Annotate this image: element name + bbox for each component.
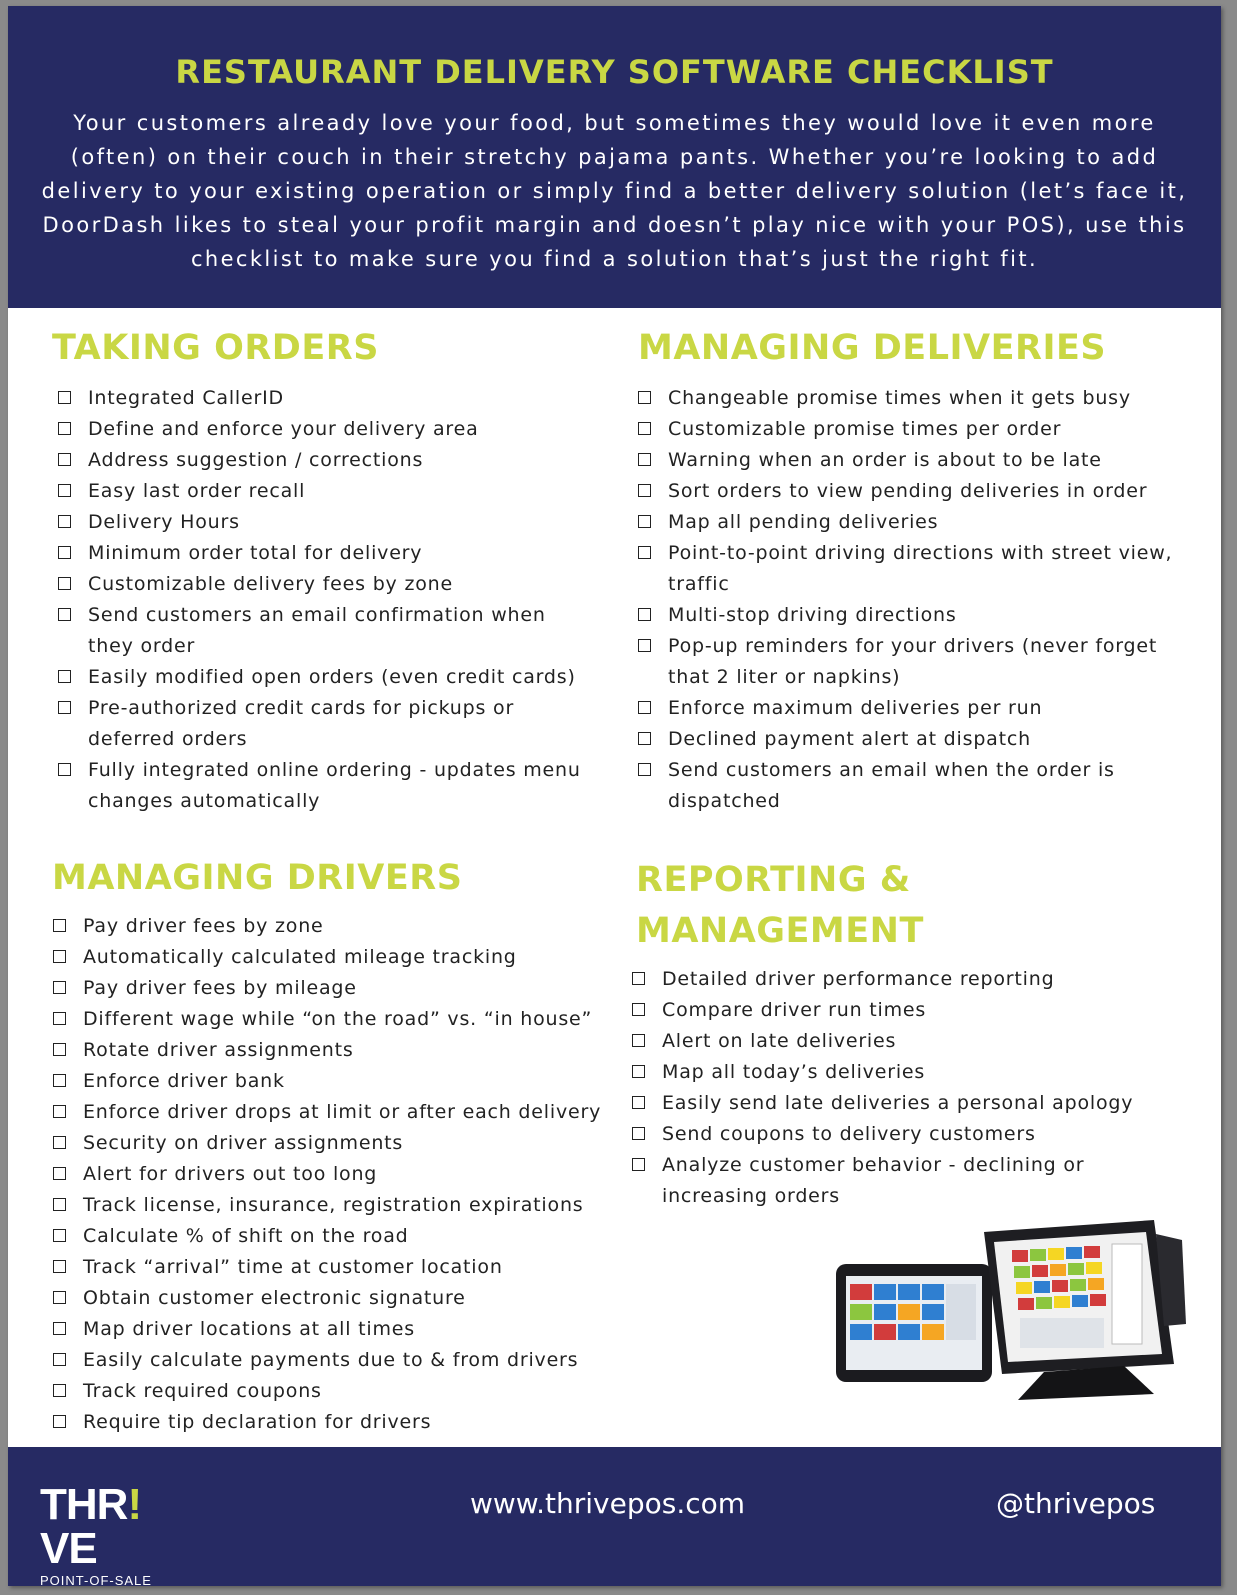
checkbox-icon[interactable] bbox=[58, 670, 71, 683]
checklist-item bbox=[53, 1252, 613, 1283]
checklist-item bbox=[58, 569, 598, 600]
checklist-item bbox=[638, 507, 1178, 538]
checklist-item-label: Point-to-point driving directions with street view, traffic bbox=[668, 542, 1173, 595]
section-title-taking-orders: TAKING ORDERS bbox=[52, 328, 379, 368]
checklist-item bbox=[58, 507, 598, 538]
checklist-item bbox=[632, 1026, 1152, 1057]
logo-wordmark: THR!VE bbox=[40, 1480, 142, 1573]
checklist-item-label: Alert on late deliveries bbox=[662, 1030, 897, 1052]
checklist-item bbox=[632, 964, 1152, 995]
checklist-item-label: Delivery Hours bbox=[88, 511, 240, 533]
checkbox-icon[interactable] bbox=[53, 1105, 66, 1118]
checklist-item-label: Calculate % of shift on the road bbox=[83, 1225, 409, 1247]
checklist-item-label: Different wage while “on the road” vs. “in house” bbox=[83, 1008, 593, 1030]
checklist-item-label: Easily modified open orders (even credit cards) bbox=[88, 666, 576, 688]
checkbox-icon[interactable] bbox=[632, 1034, 645, 1047]
checklist-item-label: Declined payment alert at dispatch bbox=[668, 728, 1031, 750]
checkbox-icon[interactable] bbox=[58, 515, 71, 528]
checklist-item-label: Compare driver run times bbox=[662, 999, 927, 1021]
checkbox-icon[interactable] bbox=[53, 981, 66, 994]
checklist-item bbox=[58, 445, 598, 476]
checkbox-icon[interactable] bbox=[53, 1229, 66, 1242]
checklist-item bbox=[638, 724, 1178, 755]
checklist-item-label: Track “arrival” time at customer location bbox=[83, 1256, 503, 1278]
checklist-item bbox=[632, 1150, 1152, 1212]
checkbox-icon[interactable] bbox=[53, 950, 66, 963]
checkbox-icon[interactable] bbox=[632, 1065, 645, 1078]
checklist-item-label: Obtain customer electronic signature bbox=[83, 1287, 466, 1309]
thrive-logo bbox=[40, 1480, 160, 1586]
checklist-item-label: Address suggestion / corrections bbox=[88, 449, 424, 471]
checklist-item-label: Track required coupons bbox=[83, 1380, 322, 1402]
checkbox-icon[interactable] bbox=[58, 546, 71, 559]
checklist-item bbox=[53, 1159, 613, 1190]
checklist-item bbox=[53, 1128, 613, 1159]
checkbox-icon[interactable] bbox=[53, 1322, 66, 1335]
checklist-item bbox=[638, 476, 1178, 507]
section-title-reporting-line2: MANAGEMENT bbox=[636, 911, 924, 951]
checkbox-icon[interactable] bbox=[638, 546, 651, 559]
checklist-item-label: Alert for drivers out too long bbox=[83, 1163, 378, 1185]
checklist-item bbox=[53, 973, 613, 1004]
checkbox-icon[interactable] bbox=[638, 639, 651, 652]
checkbox-icon[interactable] bbox=[53, 1198, 66, 1211]
checkbox-icon[interactable] bbox=[638, 608, 651, 621]
checkbox-icon[interactable] bbox=[53, 919, 66, 932]
checklist-item-label: Pay driver fees by mileage bbox=[83, 977, 357, 999]
checklist-item-label: Integrated CallerID bbox=[88, 387, 284, 409]
website-link[interactable]: www.thrivepos.com bbox=[470, 1487, 746, 1520]
checklist-item-label: Minimum order total for delivery bbox=[88, 542, 423, 564]
checklist-item bbox=[58, 383, 598, 414]
checklist-item bbox=[53, 1004, 613, 1035]
checklist-item-label: Pay driver fees by zone bbox=[83, 915, 324, 937]
checklist-item bbox=[53, 1345, 613, 1376]
checklist-item bbox=[53, 1035, 613, 1066]
checklist-item-label: Map driver locations at all times bbox=[83, 1318, 415, 1340]
checklist-item bbox=[638, 414, 1178, 445]
checkbox-icon[interactable] bbox=[638, 484, 651, 497]
taking-orders-list bbox=[58, 383, 598, 817]
checkbox-icon[interactable] bbox=[53, 1167, 66, 1180]
checkbox-icon[interactable] bbox=[53, 1415, 66, 1428]
checklist-item bbox=[53, 1066, 613, 1097]
checkbox-icon[interactable] bbox=[638, 453, 651, 466]
checkbox-icon[interactable] bbox=[53, 1353, 66, 1366]
checklist-item-label: Easily calculate payments due to & from drivers bbox=[83, 1349, 579, 1371]
checklist-item bbox=[53, 942, 613, 973]
header-banner bbox=[8, 6, 1221, 308]
checklist-item-label: Map all today’s deliveries bbox=[662, 1061, 926, 1083]
checklist-page bbox=[8, 6, 1221, 1586]
checklist-item bbox=[58, 693, 598, 755]
page-title: RESTAURANT DELIVERY SOFTWARE CHECKLIST bbox=[175, 53, 1054, 91]
checklist-item bbox=[638, 755, 1178, 817]
checklist-item-label: Map all pending deliveries bbox=[668, 511, 939, 533]
checkbox-icon[interactable] bbox=[58, 577, 71, 590]
checklist-item-label: Easy last order recall bbox=[88, 480, 306, 502]
section-title-reporting-line1: REPORTING & bbox=[636, 860, 911, 900]
checkbox-icon[interactable] bbox=[58, 422, 71, 435]
checklist-item-label: Analyze customer behavior - declining or increasing orders bbox=[662, 1154, 1085, 1207]
checklist-item bbox=[58, 476, 598, 507]
checklist-item bbox=[58, 662, 598, 693]
checklist-item-label: Send customers an email confirmation when they order bbox=[88, 604, 546, 657]
checklist-item bbox=[638, 445, 1178, 476]
checklist-item bbox=[58, 600, 598, 662]
checklist-item bbox=[58, 414, 598, 445]
checkbox-icon[interactable] bbox=[632, 1158, 645, 1171]
checkbox-icon[interactable] bbox=[53, 1136, 66, 1149]
checklist-item bbox=[58, 755, 598, 817]
checkbox-icon[interactable] bbox=[58, 453, 71, 466]
section-title-managing-drivers: MANAGING DRIVERS bbox=[52, 858, 463, 898]
checklist-item-label: Send coupons to delivery customers bbox=[662, 1123, 1036, 1145]
checkbox-icon[interactable] bbox=[53, 1260, 66, 1273]
checklist-item bbox=[632, 1119, 1152, 1150]
checkbox-icon[interactable] bbox=[632, 972, 645, 985]
checkbox-icon[interactable] bbox=[53, 1012, 66, 1025]
checkbox-icon[interactable] bbox=[638, 391, 651, 404]
checkbox-icon[interactable] bbox=[58, 391, 71, 404]
checkbox-icon[interactable] bbox=[58, 484, 71, 497]
checklist-item bbox=[53, 1314, 613, 1345]
checklist-item bbox=[53, 1190, 613, 1221]
checklist-item bbox=[638, 631, 1178, 693]
checklist-item-label: Enforce driver drops at limit or after each delivery bbox=[83, 1101, 602, 1123]
checklist-item bbox=[638, 538, 1178, 600]
checkbox-icon[interactable] bbox=[632, 1003, 645, 1016]
section-title-managing-deliveries: MANAGING DELIVERIES bbox=[638, 328, 1107, 368]
checkbox-icon[interactable] bbox=[53, 1043, 66, 1056]
checkbox-icon[interactable] bbox=[53, 1291, 66, 1304]
checklist-item-label: Pop-up reminders for your drivers (never forget that 2 liter or napkins) bbox=[668, 635, 1158, 688]
checklist-item-label: Warning when an order is about to be late bbox=[668, 449, 1102, 471]
checklist-item-label: Detailed driver performance reporting bbox=[662, 968, 1055, 990]
logo-exclamation-icon: ! bbox=[127, 1480, 142, 1529]
checklist-item-label: Pre-authorized credit cards for pickups or deferred orders bbox=[88, 697, 515, 750]
intro-paragraph: Your customers already love your food, but sometimes they would love it even more (often) on their couch in their stretchy pajama pants. Whether you’re looking to add delivery to your existing operation or simply find a better delivery solution (let’s face it, DoorDash likes to steal your profit margin and doesn’t play nice with your POS), use this checklist to make sure you find a solution that’s just the right fit. bbox=[41, 111, 1188, 271]
checkbox-icon[interactable] bbox=[638, 701, 651, 714]
checklist-item-label: Automatically calculated mileage tracking bbox=[83, 946, 517, 968]
checklist-item-label: Customizable promise times per order bbox=[668, 418, 1062, 440]
reporting-list bbox=[632, 964, 1152, 1212]
checklist-item-label: Easily send late deliveries a personal apology bbox=[662, 1092, 1134, 1114]
checklist-item bbox=[53, 1376, 613, 1407]
checklist-item-label: Enforce maximum deliveries per run bbox=[668, 697, 1043, 719]
checklist-item-label: Multi-stop driving directions bbox=[668, 604, 957, 626]
checklist-item bbox=[638, 693, 1178, 724]
checkbox-icon[interactable] bbox=[58, 701, 71, 714]
checkbox-icon[interactable] bbox=[53, 1384, 66, 1397]
checklist-item-label: Customizable delivery fees by zone bbox=[88, 573, 453, 595]
logo-subtitle: POINT-OF-SALE bbox=[40, 1573, 152, 1586]
checklist-item bbox=[53, 1283, 613, 1314]
checklist-item-label: Security on driver assignments bbox=[83, 1132, 404, 1154]
managing-drivers-list bbox=[53, 911, 613, 1438]
checkbox-icon[interactable] bbox=[638, 732, 651, 745]
checkbox-icon[interactable] bbox=[58, 608, 71, 621]
checklist-item-label: Sort orders to view pending deliveries in order bbox=[668, 480, 1148, 502]
footer-banner bbox=[8, 1447, 1221, 1586]
pos-terminal-image bbox=[984, 1220, 1186, 1400]
checklist-item-label: Changeable promise times when it gets busy bbox=[668, 387, 1131, 409]
checklist-item-label: Require tip declaration for drivers bbox=[83, 1411, 432, 1433]
checkbox-icon[interactable] bbox=[638, 763, 651, 776]
checkbox-icon[interactable] bbox=[58, 763, 71, 776]
checklist-item-label: Fully integrated online ordering - updates menu changes automatically bbox=[88, 759, 581, 812]
pos-devices-illustration bbox=[834, 1214, 1194, 1402]
checklist-item bbox=[632, 995, 1152, 1026]
checkbox-icon[interactable] bbox=[638, 515, 651, 528]
checkbox-icon[interactable] bbox=[632, 1127, 645, 1140]
tablet-image bbox=[836, 1264, 992, 1382]
checklist-item bbox=[632, 1057, 1152, 1088]
checkbox-icon[interactable] bbox=[53, 1074, 66, 1087]
checklist-item bbox=[632, 1088, 1152, 1119]
checklist-item bbox=[638, 383, 1178, 414]
checklist-item bbox=[58, 538, 598, 569]
checklist-item bbox=[53, 1407, 613, 1438]
checklist-item bbox=[53, 911, 613, 942]
checklist-item bbox=[53, 1221, 613, 1252]
checklist-item-label: Enforce driver bank bbox=[83, 1070, 285, 1092]
managing-deliveries-list bbox=[638, 383, 1178, 817]
social-handle[interactable]: @thrivepos bbox=[996, 1487, 1156, 1520]
checklist-item-label: Rotate driver assignments bbox=[83, 1039, 354, 1061]
checklist-item bbox=[638, 600, 1178, 631]
checkbox-icon[interactable] bbox=[638, 422, 651, 435]
checklist-item-label: Send customers an email when the order is dispatched bbox=[668, 759, 1115, 812]
checklist-item-label: Track license, insurance, registration expirations bbox=[83, 1194, 584, 1216]
checkbox-icon[interactable] bbox=[632, 1096, 645, 1109]
checklist-item bbox=[53, 1097, 613, 1128]
checklist-item-label: Define and enforce your delivery area bbox=[88, 418, 479, 440]
